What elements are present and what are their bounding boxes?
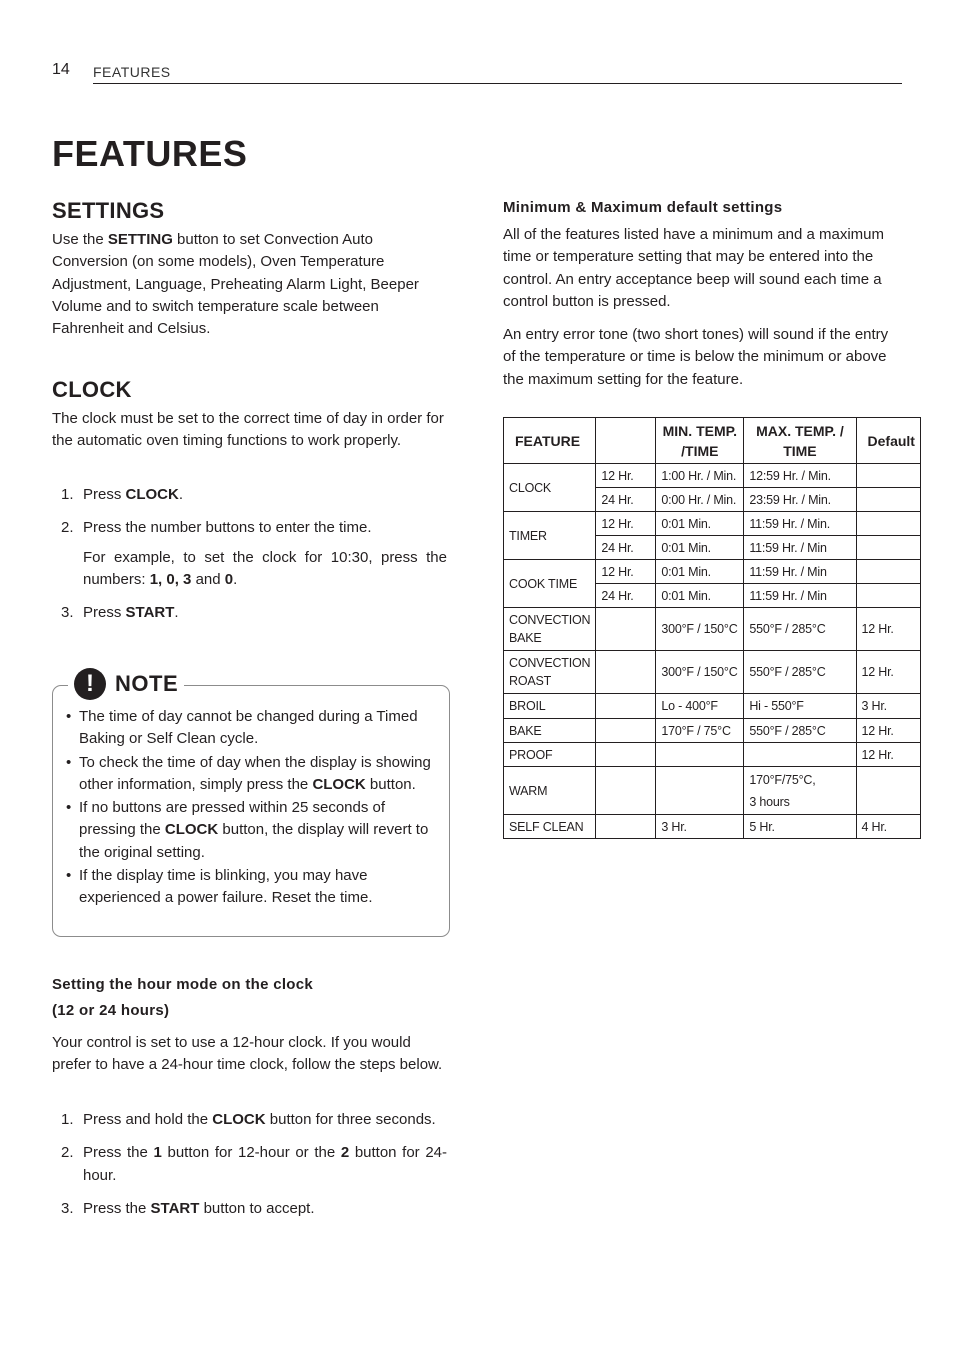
text-run: button for 24-hour. <box>83 1144 447 1184</box>
table-cell: 11:59 Hr. / Min <box>744 560 856 584</box>
note-text <box>79 799 428 861</box>
clock-intro: The clock must be set to the correct time of day in order for the automatic oven timing functions to work properly. <box>52 410 444 450</box>
table-cell: 12 Hr. <box>596 464 656 488</box>
hour-mode-heading <box>52 972 313 1024</box>
table-header-cell: Default <box>856 418 920 464</box>
table-cell: Hi - 550°F <box>744 694 856 719</box>
table-cell: 170°F / 75°C <box>656 719 744 743</box>
settings-heading: SETTINGS <box>52 198 165 223</box>
table-row <box>504 767 921 815</box>
table-cell: 4 Hr. <box>856 815 920 839</box>
text-run: and <box>191 570 225 588</box>
table-cell: 550°F / 285°C <box>744 651 856 694</box>
step-number: 2. <box>61 519 74 537</box>
step-item <box>52 602 447 624</box>
text-run: . <box>174 604 179 622</box>
table-cell: 24 Hr. <box>596 536 656 560</box>
step-number: 1. <box>61 486 74 503</box>
table-cell: CONVECTION BAKE <box>504 608 596 651</box>
table-cell: TIMER <box>504 512 596 560</box>
text-run: If no buttons are pressed within 25 seconds of pressing the <box>79 799 386 839</box>
bold-text: SETTING <box>107 231 173 248</box>
page-number: 14 <box>52 61 70 78</box>
table-cell: 11:59 Hr. / Min. <box>744 512 856 536</box>
bold-text: 2 <box>340 1144 350 1162</box>
table-cell <box>596 743 656 767</box>
table-cell <box>744 743 856 767</box>
table-cell: 12 Hr. <box>856 719 920 743</box>
note-title: NOTE <box>115 671 179 696</box>
table-cell: 3 Hr. <box>856 694 920 719</box>
table-cell: 23:59 Hr. / Min. <box>744 488 856 512</box>
step-item <box>52 1198 447 1220</box>
table-cell: 12 Hr. <box>856 743 920 767</box>
table-header-cell: FEATURE <box>504 418 596 464</box>
table-cell: 12 Hr. <box>856 608 920 651</box>
table-row <box>504 694 921 719</box>
step-item <box>52 517 447 591</box>
table-header-cell <box>596 418 656 464</box>
note-text <box>79 754 431 793</box>
text-run: button for three seconds. <box>265 1111 436 1128</box>
table-cell: 12:59 Hr. / Min. <box>744 464 856 488</box>
bold-text: START <box>150 1199 200 1217</box>
table-cell: 300°F / 150°C <box>656 608 744 651</box>
table-cell <box>596 608 656 651</box>
text-run: Press the <box>83 1144 154 1162</box>
table-header-cell: MIN. TEMP. /TIME <box>656 418 744 464</box>
table-cell <box>656 743 744 767</box>
step-item <box>52 484 447 506</box>
text-run: To check the time of day when the display is showing other information, simply press the <box>79 753 431 793</box>
text-run: For example, to set the clock for 10:30, press the numbers: <box>83 548 447 588</box>
note-item <box>66 865 436 910</box>
table-cell: 11:59 Hr. / Min <box>744 536 856 560</box>
table-cell: 3 Hr. <box>656 815 744 839</box>
table-cell <box>596 651 656 694</box>
step-text <box>83 1111 436 1128</box>
step-item <box>52 1109 447 1131</box>
table-cell: 12 Hr. <box>596 512 656 536</box>
minmax-heading: Minimum & Maximum default settings <box>503 199 783 216</box>
text-run: If the display time is blinking, you may have experienced a power failure. Reset the time. <box>79 867 373 907</box>
step-subtext <box>83 547 447 592</box>
text-run: Use the <box>52 231 108 248</box>
table-cell: PROOF <box>504 743 596 767</box>
text-run: The time of day cannot be changed during a Timed Baking or Self Clean cycle. <box>79 708 418 748</box>
text-run: Press <box>83 486 126 503</box>
table-cell <box>856 512 920 536</box>
bold-text: CLOCK <box>212 1111 266 1128</box>
bold-text: 0 <box>224 570 234 588</box>
table-cell: SELF CLEAN <box>504 815 596 839</box>
table-cell: WARM <box>504 767 596 815</box>
text-run: . <box>178 486 184 503</box>
table-cell: BROIL <box>504 694 596 719</box>
clock-heading: CLOCK <box>52 377 132 402</box>
settings-body <box>52 229 447 340</box>
table-row <box>504 719 921 743</box>
bullet-icon: • <box>66 799 72 817</box>
table-cell: CLOCK <box>504 464 596 512</box>
step-text <box>83 486 183 503</box>
table-cell <box>596 694 656 719</box>
table-cell <box>856 584 920 608</box>
table-cell: 1:00 Hr. / Min. <box>656 464 744 488</box>
clock-steps <box>52 484 447 635</box>
table-row <box>504 608 921 651</box>
table-cell: 0:01 Min. <box>656 560 744 584</box>
text-run: Press <box>83 604 126 622</box>
table-cell <box>596 815 656 839</box>
hour-mode-intro: Your control is set to use a 12-hour clock. If you would prefer to have a 24-hour time clock, follow the steps below. <box>52 1034 443 1074</box>
step-number: 3. <box>61 1199 74 1217</box>
page-title: FEATURES <box>52 133 248 174</box>
table-cell: CONVECTION ROAST <box>504 651 596 694</box>
table-row <box>504 512 921 536</box>
table-row <box>504 815 921 839</box>
table-cell: 300°F / 150°C <box>656 651 744 694</box>
table-cell: 0:00 Hr. / Min. <box>656 488 744 512</box>
text-run: . <box>233 570 238 588</box>
text-run: Press and hold the <box>83 1111 213 1128</box>
note-text <box>79 708 418 747</box>
note-item <box>66 706 436 751</box>
table-cell: 5 Hr. <box>744 815 856 839</box>
exclamation-icon: ! <box>74 668 106 700</box>
hour-mode-heading-line2: (12 or 24 hours) <box>52 1002 170 1019</box>
table-cell: 0:01 Min. <box>656 584 744 608</box>
step-number: 2. <box>61 1144 74 1162</box>
step-text <box>83 604 179 621</box>
minmax-para1: All of the features listed have a minimum and a maximum time or temperature setting that may be entered into the control. An entry acceptance beep will sound each time a control button is pressed. <box>503 226 884 310</box>
header-rule <box>93 83 902 84</box>
note-header <box>68 664 184 704</box>
bold-text: START <box>125 604 175 622</box>
table-row <box>504 743 921 767</box>
settings-table <box>503 417 921 839</box>
hour-mode-steps <box>52 1109 447 1231</box>
text-run: button for 12-hour or the <box>161 1144 341 1162</box>
table-row <box>504 560 921 584</box>
bold-text: CLOCK <box>164 821 219 839</box>
bold-text: CLOCK <box>312 775 366 793</box>
text-run: button to accept. <box>199 1199 315 1217</box>
table-cell <box>656 767 744 815</box>
text-run: button, the display will revert to the original setting. <box>79 821 429 861</box>
hour-mode-heading-line1: Setting the hour mode on the clock <box>52 976 314 993</box>
step-number: 3. <box>61 604 74 622</box>
note-text <box>79 867 373 906</box>
table-cell: COOK TIME <box>504 560 596 608</box>
bold-text: CLOCK <box>125 486 179 503</box>
bold-text: 1 <box>153 1144 162 1162</box>
table-cell <box>596 719 656 743</box>
table-cell <box>856 464 920 488</box>
table-cell <box>596 767 656 815</box>
table-cell: 12 Hr. <box>856 651 920 694</box>
table-cell: 550°F / 285°C <box>744 719 856 743</box>
note-list <box>66 706 436 911</box>
table-cell: 0:01 Min. <box>656 512 744 536</box>
step-number: 1. <box>61 1111 74 1128</box>
table-cell <box>856 560 920 584</box>
table-cell: 0:01 Min. <box>656 536 744 560</box>
text-run: button to set Convection Auto Conversion (on some models), Oven Temperature Adjustment, Language, Preheating Alarm Light, Beeper Volume and to switch temperature scale between Fahrenheit and Celsius. <box>52 231 419 338</box>
table-cell <box>856 767 920 815</box>
running-title: FEATURES <box>93 64 171 80</box>
table-row <box>504 651 921 694</box>
table-cell: 550°F / 285°C <box>744 608 856 651</box>
text-run: button. <box>365 775 416 793</box>
bullet-icon: • <box>66 867 72 885</box>
text-run: Press the number buttons to enter the time. <box>83 519 372 537</box>
note-item <box>66 797 436 864</box>
bullet-icon: • <box>66 708 72 725</box>
table-cell: Lo - 400°F <box>656 694 744 719</box>
table-cell: 170°F/75°C, 3 hours <box>744 767 856 815</box>
table-cell <box>856 488 920 512</box>
table-cell: 24 Hr. <box>596 584 656 608</box>
step-item <box>52 1142 447 1187</box>
table-cell: 12 Hr. <box>596 560 656 584</box>
table-cell: BAKE <box>504 719 596 743</box>
bold-text: 1, 0, 3 <box>149 570 192 588</box>
table-row <box>504 464 921 488</box>
note-item <box>66 752 436 797</box>
step-text <box>83 1144 447 1183</box>
table-header-row <box>504 418 921 464</box>
step-text <box>83 1200 315 1217</box>
text-run: Press the <box>83 1199 151 1217</box>
table-header-cell: MAX. TEMP. / TIME <box>744 418 856 464</box>
table-cell <box>856 536 920 560</box>
table-cell: 11:59 Hr. / Min <box>744 584 856 608</box>
step-text <box>83 519 372 536</box>
bullet-icon: • <box>66 753 72 771</box>
table-cell: 24 Hr. <box>596 488 656 512</box>
minmax-para2: An entry error tone (two short tones) will sound if the entry of the temperature or time is below the minimum or above the maximum setting for the feature. <box>503 326 889 388</box>
